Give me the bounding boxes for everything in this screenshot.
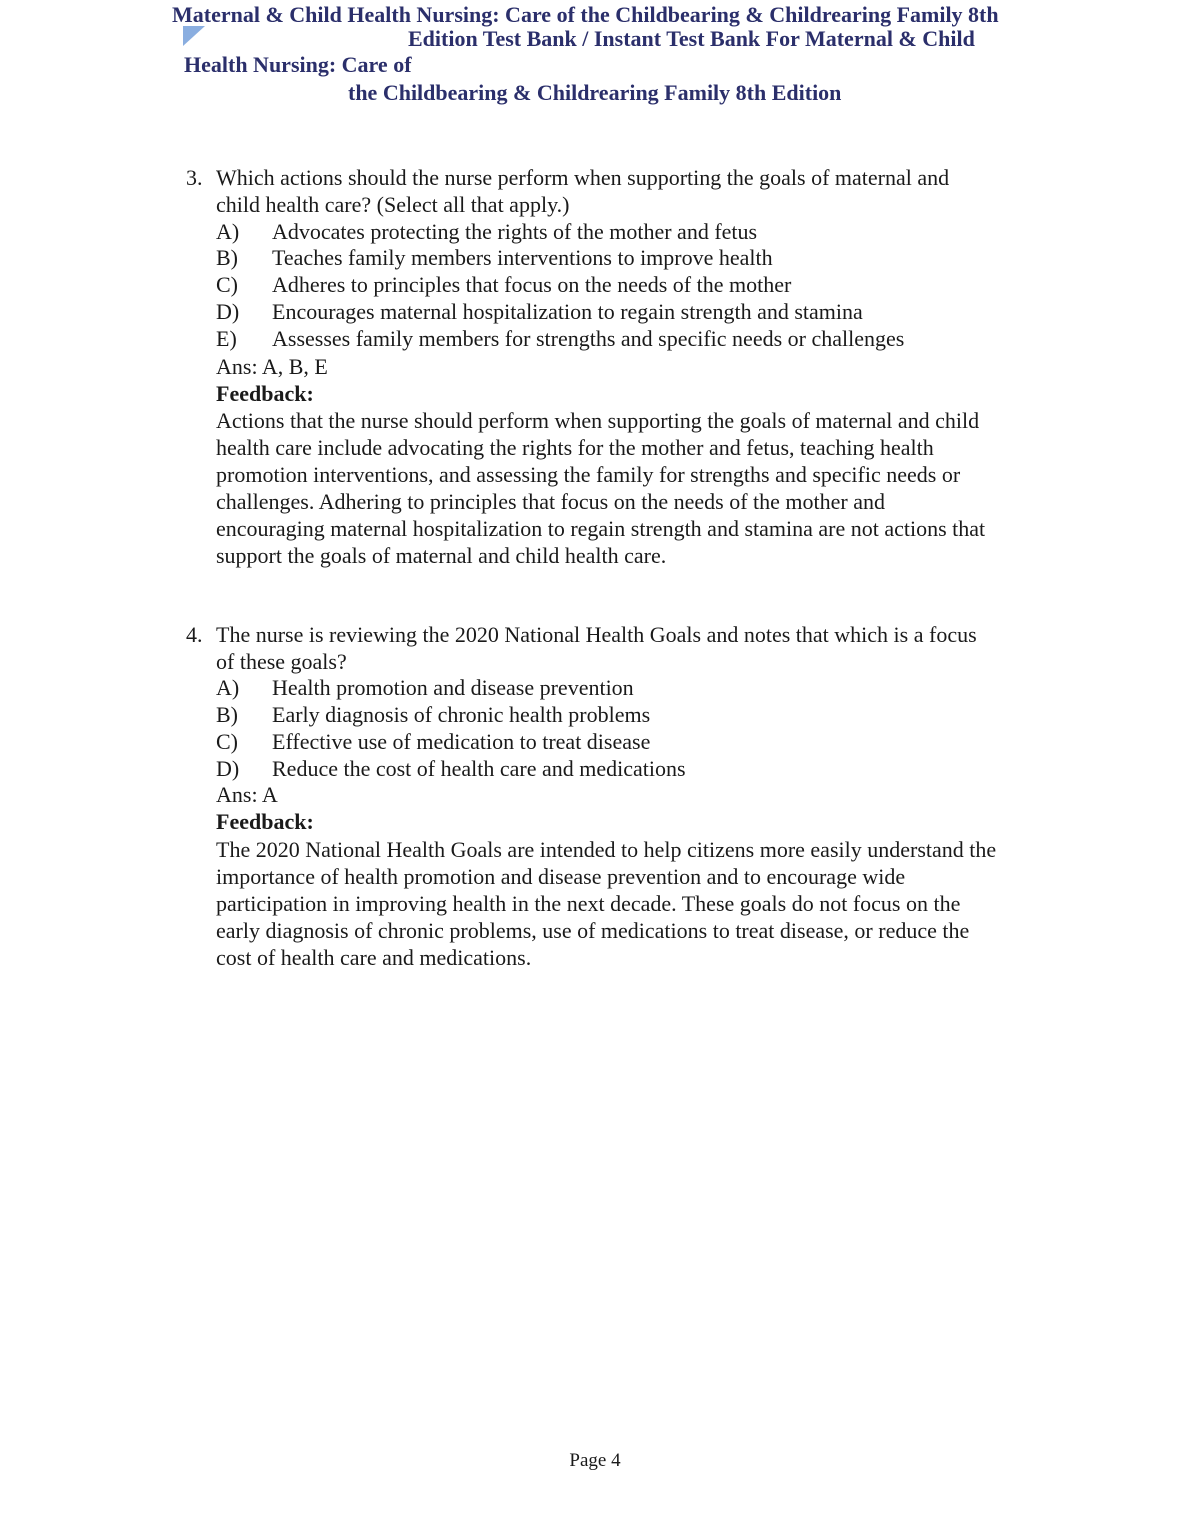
- answer-key: Ans: A, B, E: [216, 354, 328, 379]
- feedback-line: challenges. Adhering to principles that focus on the needs of the mother and: [216, 489, 885, 514]
- question-number: 3.: [186, 165, 203, 190]
- feedback-line: importance of health promotion and disease prevention and to encourage wide: [216, 864, 906, 889]
- option-letter: E): [216, 326, 237, 351]
- option-letter: A): [216, 219, 240, 244]
- answer-option: [216, 218, 757, 245]
- answer-option: [216, 298, 863, 325]
- question-stem-line: of these goals?: [216, 649, 347, 674]
- header-title-line-4: the Childbearing & Childrearing Family 8th Edition: [348, 80, 842, 105]
- corner-triangle-icon: [183, 26, 205, 46]
- feedback-line: The 2020 National Health Goals are intended to help citizens more easily understand the: [216, 837, 997, 862]
- feedback-line: cost of health care and medications.: [216, 945, 532, 970]
- page-number: Page 4: [569, 1450, 621, 1471]
- option-letter: B): [216, 245, 238, 270]
- feedback-line: support the goals of maternal and child health care.: [216, 543, 667, 568]
- answer-option: [216, 325, 904, 352]
- feedback-line: early diagnosis of chronic problems, use of medications to treat disease, or reduce the: [216, 918, 970, 943]
- answer-option: [216, 755, 686, 782]
- option-letter: C): [216, 729, 238, 754]
- header-title-line-1: Maternal & Child Health Nursing: Care of the Childbearing & Childrearing Family 8th: [172, 2, 999, 27]
- option-letter: C): [216, 272, 238, 297]
- answer-option: [216, 271, 791, 298]
- answer-key: Ans: A: [216, 782, 278, 807]
- option-text: Early diagnosis of chronic health problems: [272, 702, 651, 727]
- feedback-text: [216, 836, 1046, 971]
- option-text: Reduce the cost of health care and medications: [272, 756, 686, 781]
- feedback-text: [216, 407, 1046, 569]
- answer-option: [216, 674, 634, 701]
- feedback-line: participation in improving health in the next decade. These goals do not focus on the: [216, 891, 961, 916]
- page-footer: [0, 1450, 1190, 1472]
- feedback-heading: Feedback:: [216, 381, 314, 406]
- option-letter: B): [216, 702, 238, 727]
- header-title-line-2: Edition Test Bank / Instant Test Bank For Maternal & Child: [408, 26, 975, 51]
- feedback-line: Actions that the nurse should perform when supporting the goals of maternal and child: [216, 408, 980, 433]
- option-text: Health promotion and disease prevention: [272, 675, 634, 700]
- feedback-line: encouraging maternal hospitalization to regain strength and stamina are not actions that: [216, 516, 986, 541]
- option-text: Effective use of medication to treat disease: [272, 729, 651, 754]
- feedback-heading: Feedback:: [216, 809, 314, 834]
- answer-option: [216, 701, 650, 728]
- option-letter: D): [216, 299, 240, 324]
- feedback-line: health care include advocating the rights for the mother and fetus, teaching health: [216, 435, 934, 460]
- question-number: 4.: [186, 622, 203, 647]
- question-stem: [216, 164, 1026, 218]
- answer-option: [216, 244, 773, 271]
- option-letter: A): [216, 675, 240, 700]
- answer-option: [216, 728, 650, 755]
- feedback-line: promotion interventions, and assessing the family for strengths and specific needs or: [216, 462, 961, 487]
- option-text: Teaches family members interventions to improve health: [272, 245, 773, 270]
- option-text: Encourages maternal hospitalization to regain strength and stamina: [272, 299, 863, 324]
- option-text: Advocates protecting the rights of the mother and fetus: [272, 219, 758, 244]
- option-text: Assesses family members for strengths and specific needs or challenges: [272, 326, 905, 351]
- question-stem-line: child health care? (Select all that apply.): [216, 192, 570, 217]
- question-stem-line: Which actions should the nurse perform when supporting the goals of maternal and: [216, 165, 950, 190]
- question-stem: [216, 621, 1026, 675]
- option-text: Adheres to principles that focus on the needs of the mother: [272, 272, 792, 297]
- question-stem-line: The nurse is reviewing the 2020 National Health Goals and notes that which is a focus: [216, 622, 977, 647]
- header-title-line-3: Health Nursing: Care of: [184, 52, 412, 77]
- option-letter: D): [216, 756, 240, 781]
